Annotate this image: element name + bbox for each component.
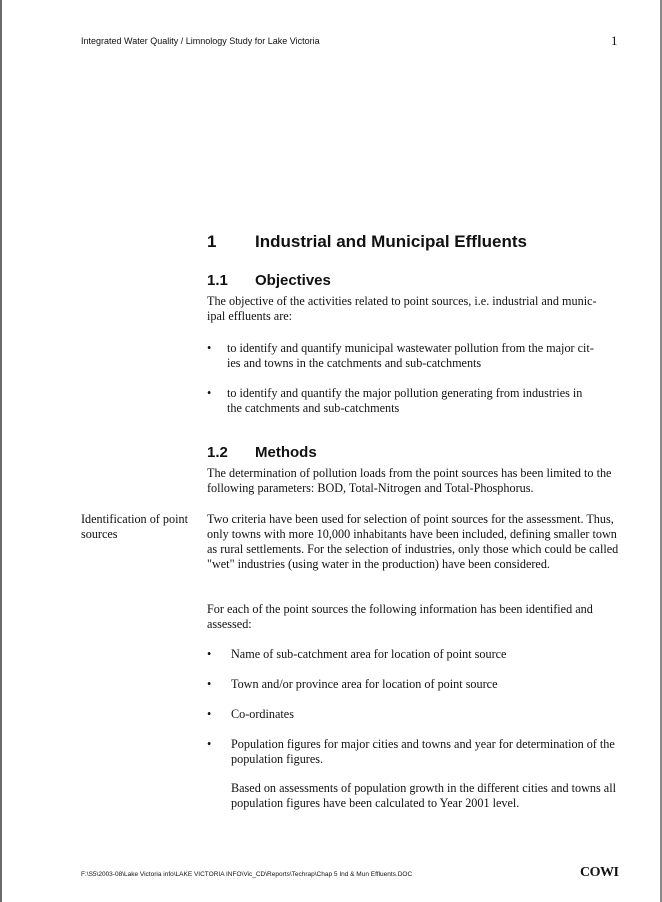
page-number: 1	[611, 33, 618, 48]
info-item-3	[207, 707, 621, 722]
section-title: Methods	[255, 444, 317, 461]
objective-bullet-text	[227, 386, 621, 416]
info-item-text: Name of sub-catchment area for location of point source	[231, 647, 507, 661]
info-item-4-note	[207, 781, 621, 811]
section-heading-methods	[207, 444, 317, 461]
chapter-title: Industrial and Municipal Effluents	[255, 232, 528, 251]
info-item-4	[207, 737, 621, 767]
objectives-intro-line1: The objective of the activities related to point sources, i.e. industrial and munic-	[207, 294, 597, 308]
info-item-1	[207, 647, 621, 662]
footer-file-path: F:\S5\2003-08\Lake Victoria info\LAKE VICTORIA INFO\Vic_CD\Reports\Techrap\Chap 5 Ind & Mun Effluents.DOC	[81, 871, 413, 878]
methods-para-2: Two criteria have been used for selection of point sources for the assessment. Thus, only towns with more 10,000 inhabitants have been included, defining smaller town as rural settlements. For the selection of industries, only those which could be called "wet" industries (using water in the production) have been considered.	[207, 512, 619, 571]
section-number: 1.2	[207, 444, 228, 461]
methods-para-1: The determination of pollution loads from the point sources has been limited to the following parameters: BOD, Total-Nitrogen and Total-Phosphorus.	[207, 466, 612, 495]
info-item-note-text: Based on assessments of population growth in the different cities and towns all population figures have been calculated to Year 2001 level.	[231, 781, 616, 810]
bullet-icon: •	[207, 737, 212, 751]
info-item-text: Co-ordinates	[231, 707, 294, 721]
objective-bullet-1	[207, 341, 621, 371]
bullet-icon: •	[207, 677, 212, 691]
bullet-icon: •	[207, 647, 212, 661]
running-header-title: Integrated Water Quality / Limnology Study for Lake Victoria	[81, 36, 320, 46]
objectives-intro-line2: ipal effluents are:	[207, 309, 293, 323]
bullet-icon: •	[207, 386, 212, 400]
objective-bullet-line: ies and towns in the catchments and sub-catchments	[227, 356, 482, 370]
methods-para-3: For each of the point sources the following information has been identified and assessed:	[207, 602, 593, 631]
objective-bullet-2	[207, 386, 621, 416]
margin-note: Identification of point sources	[81, 512, 188, 541]
cowi-logo: COWI	[580, 865, 619, 880]
objective-bullet-line: the catchments and sub-catchments	[227, 401, 400, 415]
info-item-text: Population figures for major cities and towns and year for determination of the population figures.	[231, 737, 615, 766]
section-number: 1.1	[207, 272, 228, 289]
info-item-2	[207, 677, 621, 692]
section-title: Objectives	[255, 272, 331, 289]
bullet-icon: •	[207, 341, 212, 355]
info-item-text: Town and/or province area for location of point source	[231, 677, 498, 691]
chapter-number: 1	[207, 232, 217, 251]
page-edge-left	[0, 0, 2, 902]
bullet-icon: •	[207, 707, 212, 721]
objective-bullet-line: to identify and quantify the major pollution generating from industries in	[227, 386, 583, 400]
objective-bullet-line: to identify and quantify municipal wastewater pollution from the major cit-	[227, 341, 594, 355]
objective-bullet-text	[227, 341, 621, 371]
section-heading-objectives	[207, 272, 331, 289]
objectives-intro	[207, 294, 621, 324]
chapter-heading	[207, 232, 527, 252]
